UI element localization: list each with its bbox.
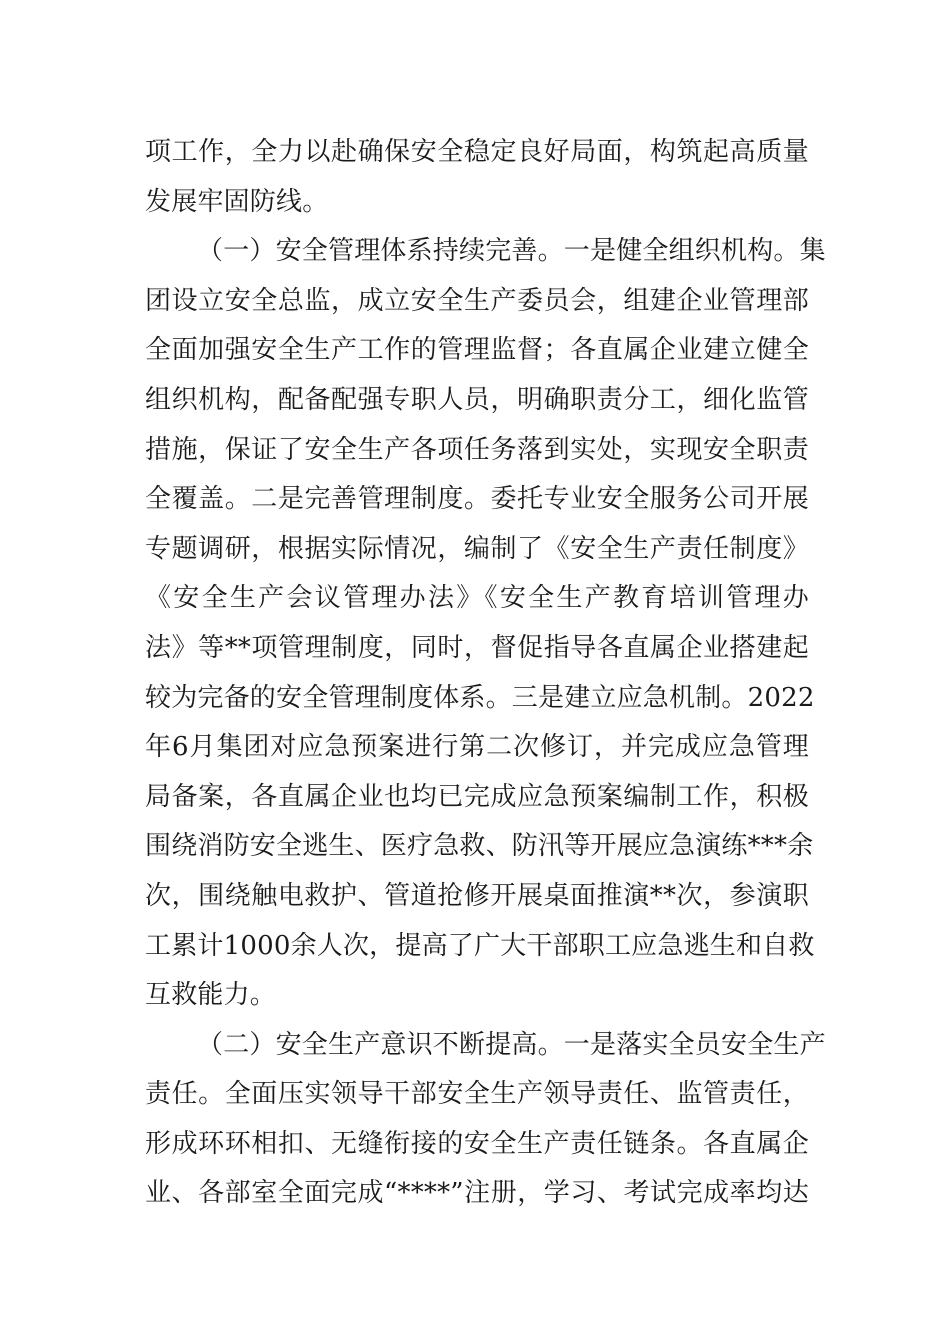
section-heading-line: （一）安全管理体系持续完善。一是健全组织机构。集 — [197, 236, 826, 267]
body-line: 互救能力。 — [145, 980, 277, 1011]
body-line: 《安全生产会议管理办法》《安全生产教育培训管理办 — [145, 583, 809, 614]
body-line: 项工作，全力以赴确保安全稳定良好局面，构筑起高质量 — [145, 137, 809, 167]
document-body — [145, 128, 826, 1219]
body-line: 局备案，各直属企业也均已完成应急预案编制工作，积极 — [145, 781, 809, 812]
body-line: 专题调研，根据实际情况，编制了《安全生产责任制度》 — [145, 533, 809, 564]
body-line: 法》等**项管理制度，同时，督促指导各直属企业搭建起 — [145, 632, 809, 663]
body-line: 围绕消防安全逃生、医疗急救、防汛等开展应急演练***余 — [145, 831, 814, 862]
body-line: 团设立安全总监，成立安全生产委员会，组建企业管理部 — [145, 285, 809, 316]
body-line: 较为完备的安全管理制度体系。三是建立应急机制。2022 — [145, 682, 815, 713]
body-line: 措施，保证了安全生产各项任务落到实处，实现安全职责 — [145, 434, 809, 465]
body-line: 全面加强安全生产工作的管理监督；各直属企业建立健全 — [145, 335, 809, 366]
body-line: 次，围绕触电救护、管道抢修开展桌面推演**次，参演职 — [145, 880, 809, 911]
body-line: 发展牢固防线。 — [145, 186, 329, 217]
body-line: 年6月集团对应急预案进行第二次修订，并完成应急管理 — [145, 732, 809, 763]
body-line: 组织机构，配备配强专职人员，明确职责分工，细化监管 — [145, 384, 809, 415]
body-line: 形成环环相扣、无缝衔接的安全生产责任链条。各直属企 — [145, 1128, 809, 1159]
body-line: 工累计1000余人次，提高了广大干部职工应急逃生和自救 — [145, 930, 815, 961]
section-heading-line: （二）安全生产意识不断提高。一是落实全员安全生产 — [197, 1029, 826, 1060]
body-line: 全覆盖。二是完善管理制度。委托专业安全服务公司开展 — [145, 484, 809, 515]
body-line: 责任。全面压实领导干部安全生产领导责任、监管责任， — [145, 1079, 809, 1110]
body-line: 业、各部室全面完成“****”注册，学习、考试完成率均达 — [145, 1178, 809, 1209]
